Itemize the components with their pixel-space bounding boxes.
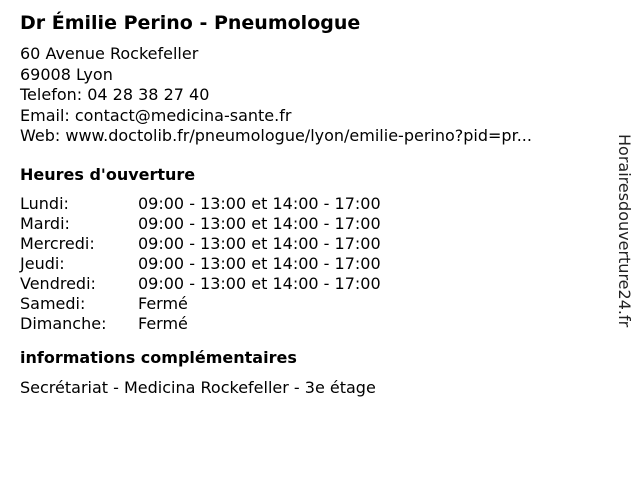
- email-line[interactable]: Email: contact@medicina-sante.fr: [20, 105, 292, 125]
- day-hours: Fermé: [138, 293, 188, 313]
- opening-hours-table: [20, 194, 381, 334]
- address-city: 69008 Lyon: [20, 64, 113, 84]
- day-hours: 09:00 - 13:00 et 14:00 - 17:00: [138, 213, 381, 233]
- day-label: Samedi:: [20, 293, 86, 313]
- table-row: [20, 314, 381, 334]
- day-label: Mercredi:: [20, 233, 95, 253]
- website-line[interactable]: Web: www.doctolib.fr/pneumologue/lyon/emilie-perino?pid=pr...: [20, 126, 532, 145]
- table-row: [20, 214, 381, 234]
- day-hours: 09:00 - 13:00 et 14:00 - 17:00: [138, 273, 381, 293]
- table-row: [20, 194, 381, 214]
- page-title: Dr Émilie Perino - Pneumologue: [20, 12, 361, 34]
- table-row: [20, 234, 381, 254]
- day-hours: 09:00 - 13:00 et 14:00 - 17:00: [138, 233, 381, 253]
- table-row: [20, 274, 381, 294]
- phone-line[interactable]: Telefon: 04 28 38 27 40: [20, 85, 210, 104]
- address-street: 60 Avenue Rockefeller: [20, 44, 199, 63]
- table-row: [20, 254, 381, 274]
- day-hours: 09:00 - 13:00 et 14:00 - 17:00: [138, 193, 381, 213]
- opening-hours-heading: Heures d'ouverture: [20, 164, 196, 184]
- day-hours: Fermé: [138, 313, 188, 333]
- day-label: Dimanche:: [20, 313, 107, 333]
- additional-info-text: Secrétariat - Medicina Rockefeller - 3e étage: [20, 377, 376, 397]
- table-row: [20, 294, 381, 314]
- doctor-card: [20, 10, 600, 398]
- day-hours: 09:00 - 13:00 et 14:00 - 17:00: [138, 253, 381, 273]
- day-label: Lundi:: [20, 193, 69, 213]
- day-label: Vendredi:: [20, 273, 96, 293]
- day-label: Jeudi:: [20, 253, 65, 273]
- site-watermark: Horairesdouverture24.fr: [615, 134, 634, 328]
- additional-info-heading: informations complémentaires: [20, 347, 297, 367]
- day-label: Mardi:: [20, 213, 70, 233]
